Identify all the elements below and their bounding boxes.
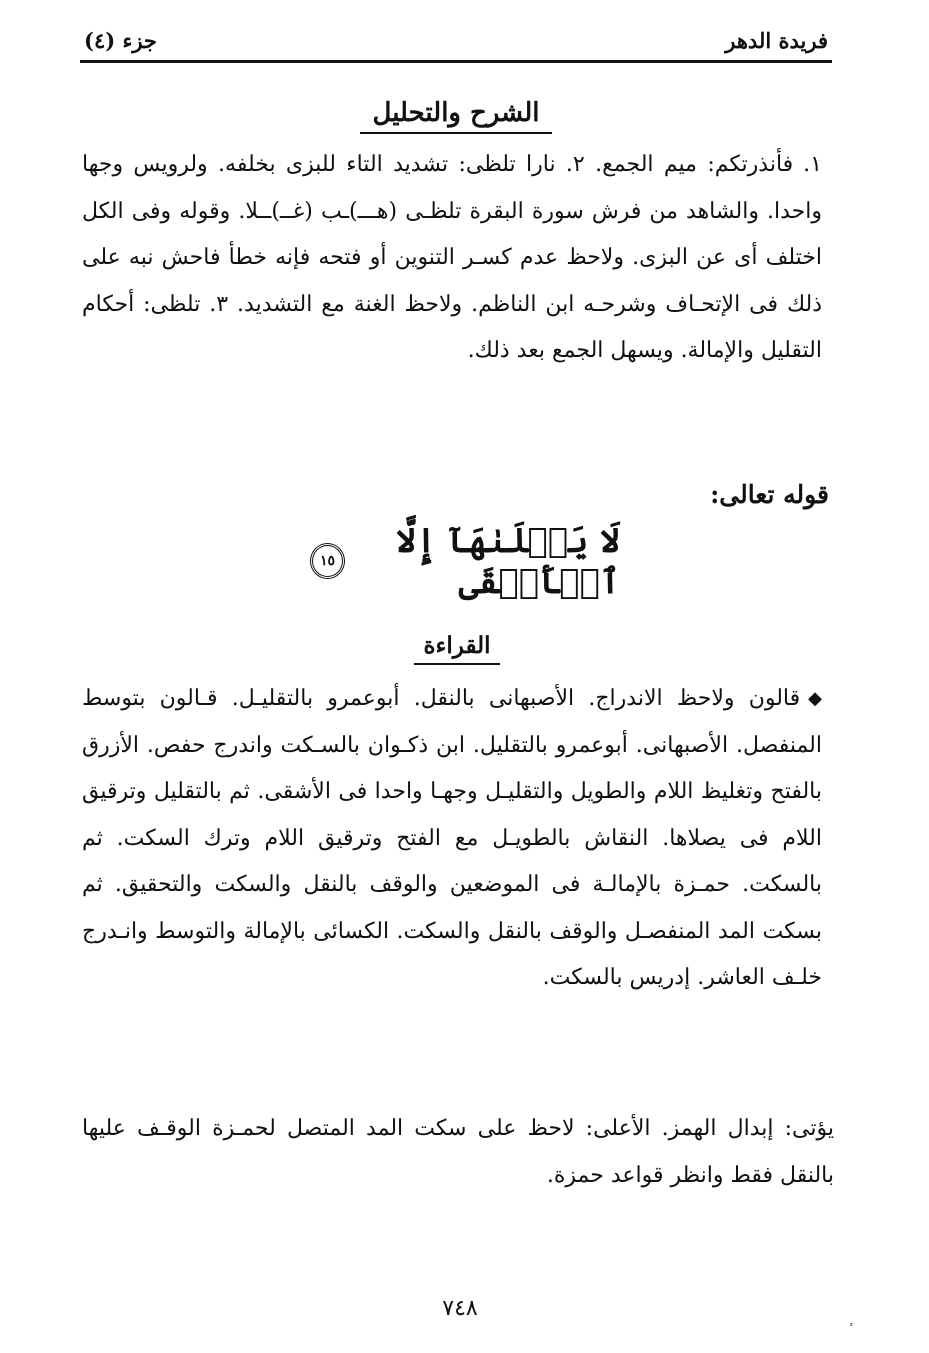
yuta-text: يؤتى: إبدال الهمز. الأعلى: لاحظ على سكت المد المتصل لحمـزة الوقـف عليها بالنقل فقط وانظر قواعد حمزة. (82, 1116, 834, 1188)
diamond-bullet-icon: ◆ (808, 688, 822, 709)
item-number: ١. (803, 152, 822, 177)
book-title: فريدة الدهر (725, 28, 828, 53)
sharh-paragraph (82, 142, 822, 375)
sharh-text: فأنذرتكم: ميم الجمع. ٢. نارا تلظى: تشديد التاء للبزى بخلفه. ولرويس وجها واحدا. والشاهد من فرش سورة البقرة تلظـى (هـــ)ـب (غــ)ــلا. وقوله وفى الكل اختلف أى عن البزى. ولاحظ عدم كسـر التنوين أو فتحه فإنه خطأ فاحش نبه على ذلك فى الإتحـاف وشرحـه ابن الناظم. ولاحظ الغنة مع التشديد. ٣. تلظى: أحكام التقليل والإمالة. ويسهل الجمع بعد ذلك. (82, 152, 822, 363)
part-label: جزء (٤) (84, 28, 157, 53)
page-number: ٧٤٨ (442, 1296, 478, 1321)
qawluhu-label: قوله تعالى: (710, 480, 829, 509)
ayah-number: ١٥ (319, 553, 335, 569)
qiraah-paragraph (82, 676, 822, 1002)
ayah-number-marker (310, 543, 345, 579)
verse-text: لَا يَصۡلَىٰهَآ إِلَّا ٱلۡأَشۡقَى (396, 521, 620, 602)
yuta-paragraph (82, 1106, 834, 1199)
qiraah-text: قالون ولاحظ الاندراج. الأصبهانى بالنقل. أبوعمرو بالتقليـل. قـالون بتوسط المنفصل. الأصبهانى. أبوعمرو بالتقليل. ابن ذكـوان بالسـكت واندرج حفص. الأزرق بالفتح وتغليظ اللام والطويل والتقليـل وجهـا واحدا فى الأشقى. ثم بالتقليل وترقيق اللام فى يصلاها. النقاش بالطويـل مع الفتح وترقيق اللام وترك السكت. ثم بالسكت. حمـزة بالإمالـة فى الموضعين والوقف بالنقل والسكت والتحقيق. ثم بسكت المد المنفصـل والوقف بالنقل والسكت. الكسائى بالإمالة والتوسط وانـدرج خلـف العاشر. إدريس بالسكت. (82, 686, 822, 990)
sharh-heading: الشرح والتحليل (360, 98, 552, 134)
qiraah-heading: القراءة (414, 632, 500, 665)
running-header (80, 26, 832, 63)
quran-verse (310, 521, 620, 602)
